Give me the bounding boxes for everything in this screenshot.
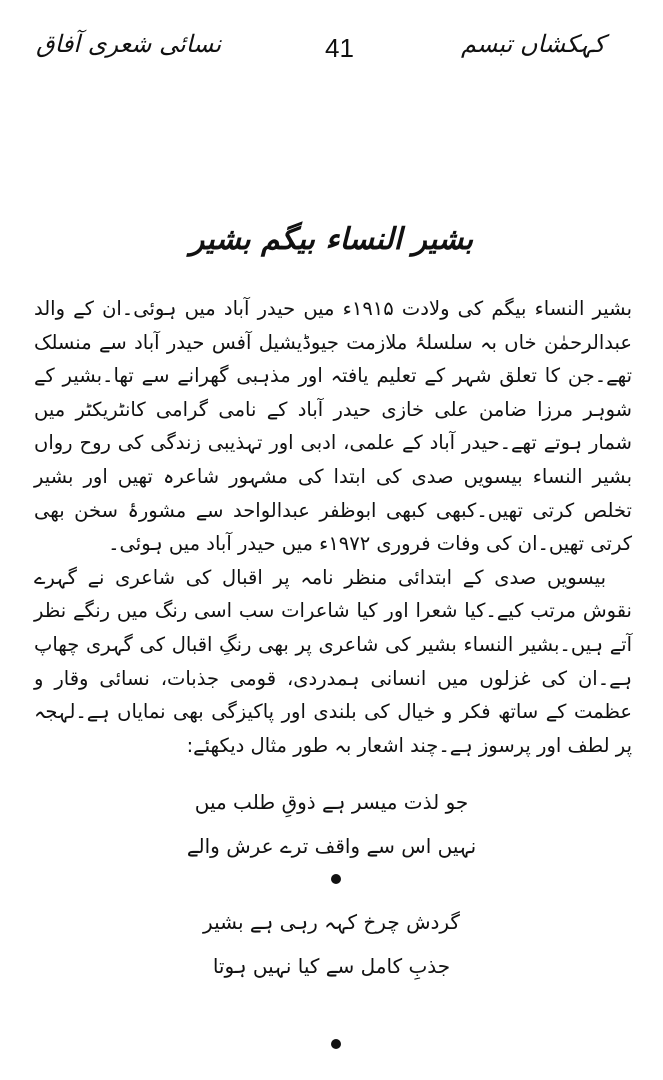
paragraph-2: بیسویں صدی کے ابتدائی منظر نامہ پر اقبال کی شاعری نے گہرے نقوش مرتب کیے۔کیا شعرا اور کیا شاعرات سب اسی رنگ میں رنگے نظر آتے ہیں۔بشیر النساء بشیر کی شاعری پر بھی رنگِ اقبال کی گہری چھاپ ہے۔ان کی غزلوں میں انسانی ہمدردی، قومی جذبات، نسائی وقار و عظمت کے ساتھ فکر و خیال کی بلندی اور پاکیزگی بھی نمایاں ہے۔لہجہ پر لطف اور پرسوز ہے۔چند اشعار بہ طور مثال دیکھئے: (34, 565, 632, 757)
bullet-separator (331, 1039, 341, 1049)
header-chapter-title: نسائی شعری آفاق (36, 30, 222, 58)
couplet-1-line-2: نہیں اس سے واقف ترے عرش والے (186, 834, 477, 858)
paragraph-1: بشیر النساء بیگم کی ولادت ۱۹۱۵ء میں حیدر آباد میں ہوئی۔ان کے والد عبدالرحمٰن خاں بہ سلسلۂ ملازمت جیوڈیشیل آفس حیدر آباد سے منسلک تھے۔جن کا تعلق شہر کے تعلیم یافتہ اور مذہبی گھرانے سے تھا۔بشیر کے شوہر مرزا ضامن علی خازی حیدر آباد کے نامی گرامی کانٹریکٹر میں شمار ہوتے تھے۔حیدر آباد کے علمی، ادبی اور تہذیبی زندگی کی روح رواں بشیر النساء بیسویں صدی کی ابتدا کی مشہور شاعرہ تھیں اور بشیر تخلص کرتی تھیں۔کبھی کبھی ابوظفر عبدالواحد سے مشورۂ سخن بھی کرتی تھیں۔ان کی وفات فروری ۱۹۷۲ء میں حیدر آباد میں ہوئی۔ (34, 297, 632, 556)
page-number: 41 (325, 33, 354, 63)
bullet-separator (331, 874, 341, 884)
header-book-title: کہکشاں تبسم (460, 30, 605, 58)
couplet-2-line-2: جذبِ کامل سے کیا نہیں ہوتا (212, 954, 451, 978)
article-body (34, 292, 632, 762)
couplet-1 (0, 780, 663, 868)
couplet-2-line-1: گردش چرخ کہہ رہی ہے بشیر (203, 910, 460, 934)
article-title: بشیر النساء بیگم بشیر (189, 222, 474, 257)
couplet-1-line-1: جو لذت میسر ہے ذوقِ طلب میں (194, 790, 469, 814)
couplet-2 (0, 900, 663, 988)
